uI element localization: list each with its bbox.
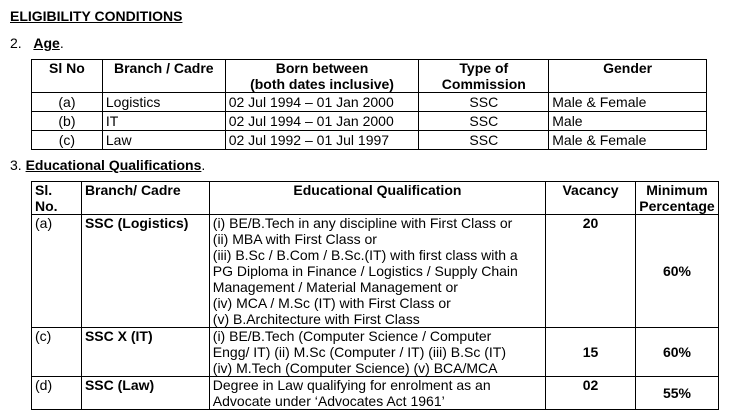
edu-section-number: 3. bbox=[10, 157, 22, 173]
col-header-sl-no: Sl. No. bbox=[32, 182, 82, 215]
col-header-sl-no: Sl No bbox=[32, 60, 103, 93]
edu-section-heading: 3. Educational Qualifications. bbox=[10, 157, 206, 173]
qualification-text: Degree in Law qualifying for enrolment as an Advocate under ‘Advocates Act 1961’ bbox=[209, 377, 545, 410]
page-title: ELIGIBILITY CONDITIONS bbox=[10, 8, 183, 24]
col-header-vacancy: Vacancy bbox=[546, 182, 636, 215]
col-header-min-percentage: Minimum Percentage bbox=[635, 182, 718, 215]
qualification-text: (i) BE/B.Tech in any discipline with First Class or (ii) MBA with First Class or (iii) B.Sc / B.Com / B.Sc.(IT) with first class with a PG Diploma in Finance / Logistics / Supply Chain Management / Material Management or (iv) MCA / M.Sc (IT) with First Class or (v) B.Architecture with First Class bbox=[209, 215, 545, 328]
age-table-header-row bbox=[32, 60, 707, 93]
age-section-number: 2. bbox=[10, 35, 22, 51]
table-row: (c) Law 02 Jul 1992 – 01 Jul 1997 SSC Male & Female bbox=[32, 131, 707, 150]
col-header-branch: Branch / Cadre bbox=[102, 60, 225, 93]
col-header-branch: Branch/ Cadre bbox=[81, 182, 209, 215]
table-row: (c) SSC X (IT) (i) BE/B.Tech (Computer Science / Computer Engg/ IT) (ii) M.Sc (Computer / IT) (iii) B.Sc (IT) (iv) M.Tech (Computer Science) (v) BCA/MCA 15 60% bbox=[32, 328, 719, 377]
table-row: (b) IT 02 Jul 1994 – 01 Jan 2000 SSC Male bbox=[32, 112, 707, 131]
age-section-label: Age bbox=[33, 35, 60, 51]
qualifications-table bbox=[31, 181, 719, 410]
col-header-qualification: Educational Qualification bbox=[209, 182, 545, 215]
col-header-born-between: Born between (both dates inclusive) bbox=[225, 60, 419, 93]
table-row: (a) Logistics 02 Jul 1994 – 01 Jan 2000 SSC Male & Female bbox=[32, 93, 707, 112]
qualification-text: (i) BE/B.Tech (Computer Science / Computer Engg/ IT) (ii) M.Sc (Computer / IT) (iii) B.Sc (IT) (iv) M.Tech (Computer Science) (v) BCA/MCA bbox=[209, 328, 545, 377]
col-header-type-of-commission: Type of Commission bbox=[419, 60, 549, 93]
edu-table-header-row bbox=[32, 182, 719, 215]
edu-section-label: Educational Qualifications bbox=[25, 157, 202, 173]
vacancy-value: 20 bbox=[546, 215, 636, 328]
age-table bbox=[31, 59, 707, 150]
min-percentage-value: 55% bbox=[635, 377, 718, 410]
table-row: (d) SSC (Law) Degree in Law qualifying for enrolment as an Advocate under ‘Advocates Act 1961’ 02 55% bbox=[32, 377, 719, 410]
min-percentage-value: 60% bbox=[635, 328, 718, 377]
age-section-heading: 2. Age. bbox=[10, 35, 64, 51]
table-row: (a) SSC (Logistics) (i) BE/B.Tech in any discipline with First Class or (ii) MBA with First Class or (iii) B.Sc / B.Com / B.Sc.(IT) with first class with a PG Diploma in Finance / Logistics / Supply Chain Management / Material Management or (iv) MCA / M.Sc (IT) with First Class or (v) B.Architecture with First Class 20 60% bbox=[32, 215, 719, 328]
min-percentage-value: 60% bbox=[635, 215, 718, 328]
col-header-gender: Gender bbox=[549, 60, 707, 93]
vacancy-value: 15 bbox=[546, 328, 636, 377]
vacancy-value: 02 bbox=[546, 377, 636, 410]
